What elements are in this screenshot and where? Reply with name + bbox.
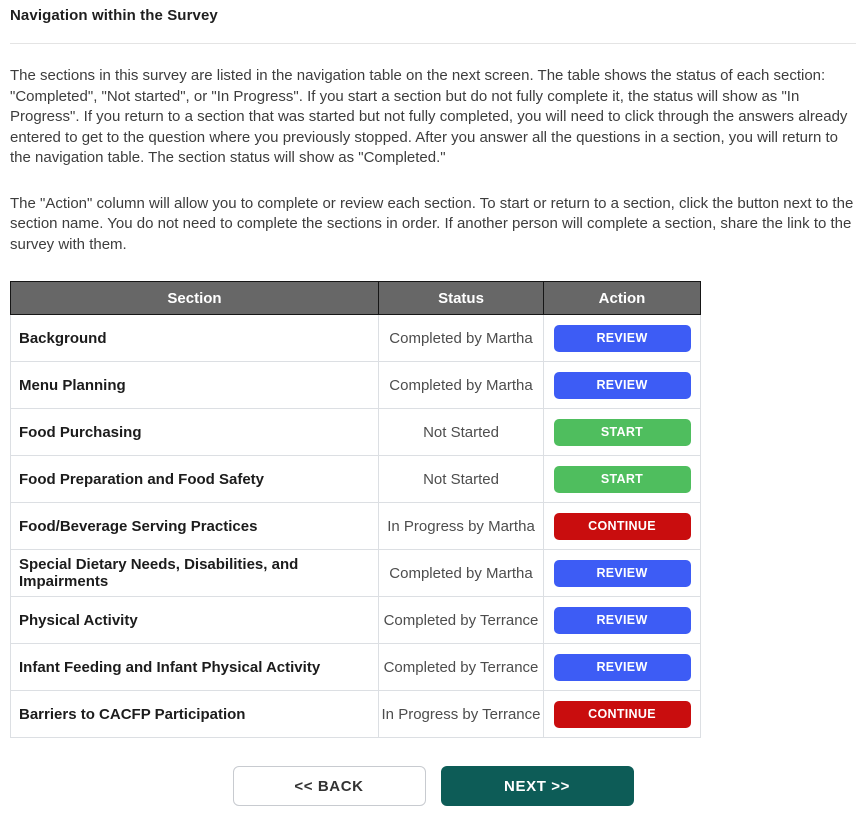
next-button[interactable]: NEXT >> — [441, 766, 634, 806]
section-status: In Progress by Terrance — [379, 691, 544, 738]
column-header-status: Status — [379, 282, 544, 315]
section-status: Not Started — [379, 409, 544, 456]
table-row — [11, 503, 701, 550]
action-button[interactable]: REVIEW — [554, 607, 691, 634]
section-name: Food Preparation and Food Safety — [11, 456, 379, 503]
action-button[interactable]: START — [554, 419, 691, 446]
back-button[interactable]: << BACK — [233, 766, 426, 806]
action-button[interactable]: CONTINUE — [554, 701, 691, 728]
action-button[interactable]: CONTINUE — [554, 513, 691, 540]
section-name: Barriers to CACFP Participation — [11, 691, 379, 738]
intro-paragraph-1: The sections in this survey are listed in the navigation table on the next screen. The table shows the status of each section: "Completed", "Not started", or "In Progress". If you start a section but do not fully complete it, the status will show as "In Progress". If you return to a section that was started but not fully completed, you will need to click through the answers already entered to get to the question where you previously stopped. After you answer all the questions in a section, you will return to the navigation table. The section status will show as "Completed." — [10, 67, 848, 166]
table-row — [11, 362, 701, 409]
divider — [10, 43, 856, 44]
table-row — [11, 550, 701, 597]
table-row — [11, 597, 701, 644]
column-header-section: Section — [11, 282, 379, 315]
wizard-navigation — [10, 766, 856, 806]
section-status: Not Started — [379, 456, 544, 503]
section-navigation-table — [10, 281, 701, 738]
table-row — [11, 691, 701, 738]
page-title: Navigation within the Survey — [10, 7, 218, 24]
section-name: Physical Activity — [11, 597, 379, 644]
section-status: Completed by Martha — [379, 362, 544, 409]
section-name: Special Dietary Needs, Disabilities, and Impairments — [11, 550, 379, 597]
section-status: Completed by Martha — [379, 550, 544, 597]
action-button[interactable]: REVIEW — [554, 372, 691, 399]
table-row — [11, 315, 701, 362]
section-name: Infant Feeding and Infant Physical Activity — [11, 644, 379, 691]
section-status: Completed by Terrance — [379, 597, 544, 644]
section-status: Completed by Martha — [379, 315, 544, 362]
action-button[interactable]: START — [554, 466, 691, 493]
action-button[interactable]: REVIEW — [554, 325, 691, 352]
section-name: Food Purchasing — [11, 409, 379, 456]
table-row — [11, 644, 701, 691]
table-row — [11, 409, 701, 456]
table-header-row — [11, 282, 701, 315]
intro-paragraph-2: The "Action" column will allow you to complete or review each section. To start or return to a section, click the button next to the section name. You do not need to complete the sections in order. If another person will complete a section, share the link to the survey with them. — [10, 194, 854, 253]
section-name: Background — [11, 315, 379, 362]
column-header-action: Action — [544, 282, 701, 315]
action-button[interactable]: REVIEW — [554, 560, 691, 587]
table-row — [11, 456, 701, 503]
section-name: Menu Planning — [11, 362, 379, 409]
section-name: Food/Beverage Serving Practices — [11, 503, 379, 550]
intro-text — [10, 66, 856, 255]
section-status: Completed by Terrance — [379, 644, 544, 691]
action-button[interactable]: REVIEW — [554, 654, 691, 681]
section-status: In Progress by Martha — [379, 503, 544, 550]
